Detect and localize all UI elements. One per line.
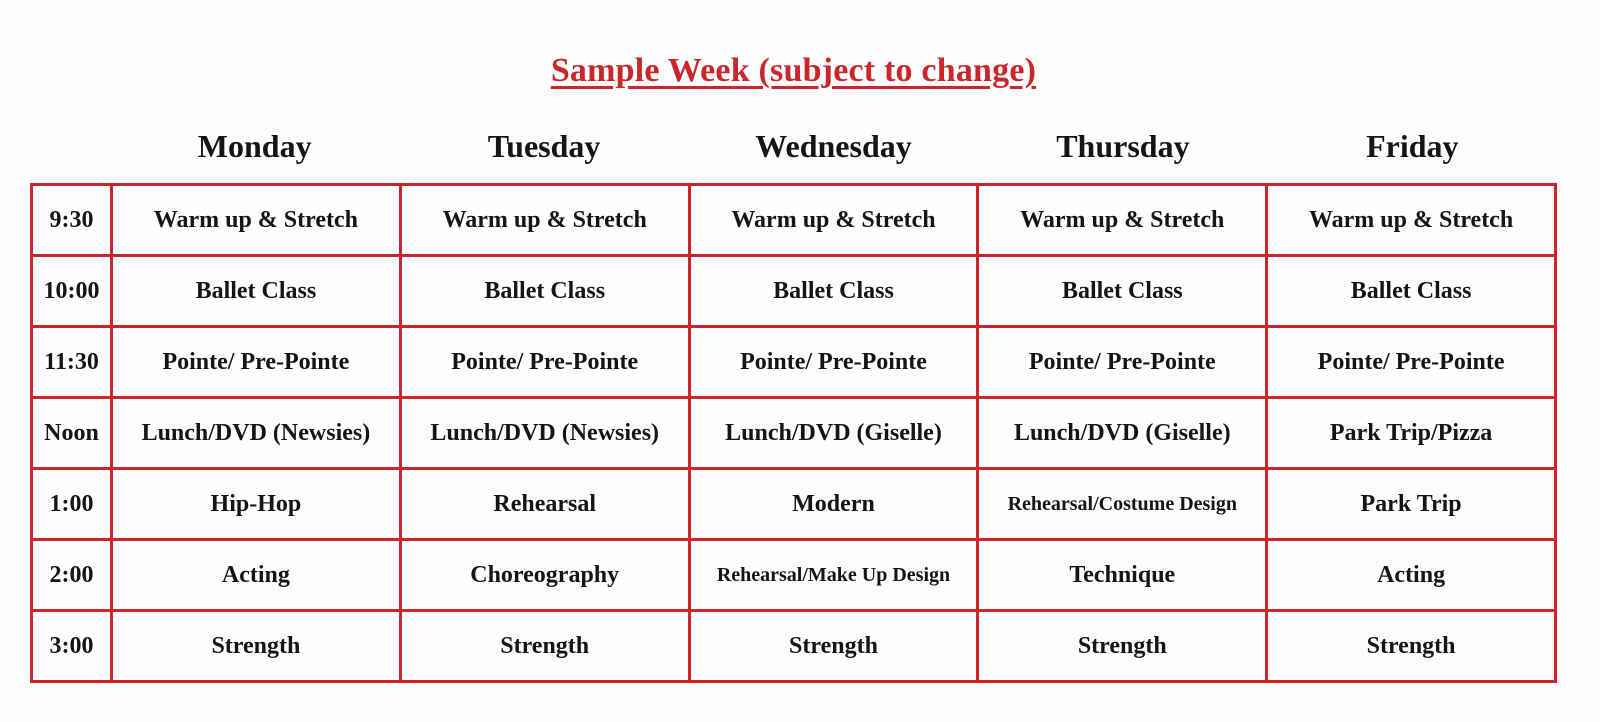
schedule-cell: Lunch/DVD (Newsies) — [402, 399, 691, 470]
schedule-cell: Lunch/DVD (Newsies) — [113, 399, 402, 470]
table-row — [33, 328, 1557, 399]
schedule-cell: Strength — [113, 612, 402, 683]
page-title: Sample Week (subject to change) — [550, 52, 1037, 89]
time-label: 2:00 — [33, 541, 113, 612]
table-row — [33, 399, 1557, 470]
schedule-cell: Acting — [1268, 541, 1557, 612]
day-header-tuesday: Tuesday — [487, 128, 601, 164]
schedule-cell: Ballet Class — [691, 257, 980, 328]
time-label: 9:30 — [33, 186, 113, 257]
day-header-thursday: Thursday — [1056, 128, 1190, 164]
time-column-spacer — [30, 126, 110, 166]
time-label: 3:00 — [33, 612, 113, 683]
schedule-cell: Modern — [691, 470, 980, 541]
day-header-monday: Monday — [197, 128, 312, 164]
schedule-cell: Rehearsal — [402, 470, 691, 541]
schedule-cell: Lunch/DVD (Giselle) — [979, 399, 1268, 470]
schedule-page — [30, 0, 1557, 683]
schedule-cell: Park Trip — [1268, 470, 1557, 541]
schedule-cell: Warm up & Stretch — [402, 186, 691, 257]
time-label: Noon — [33, 399, 113, 470]
schedule-cell: Warm up & Stretch — [1268, 186, 1557, 257]
day-header-wednesday: Wednesday — [755, 128, 912, 164]
table-row — [33, 541, 1557, 612]
schedule-cell: Ballet Class — [113, 257, 402, 328]
time-label: 1:00 — [33, 470, 113, 541]
table-row — [33, 470, 1557, 541]
day-header-row — [30, 126, 1557, 166]
schedule-cell: Acting — [113, 541, 402, 612]
schedule-cell: Warm up & Stretch — [979, 186, 1268, 257]
table-row — [33, 257, 1557, 328]
schedule-cell: Warm up & Stretch — [113, 186, 402, 257]
schedule-cell: Pointe/ Pre-Pointe — [691, 328, 980, 399]
day-header-friday: Friday — [1366, 128, 1459, 164]
table-row — [33, 186, 1557, 257]
time-label: 10:00 — [33, 257, 113, 328]
schedule-cell: Warm up & Stretch — [691, 186, 980, 257]
schedule-cell: Choreography — [402, 541, 691, 612]
schedule-cell: Strength — [979, 612, 1268, 683]
table-row — [33, 612, 1557, 683]
schedule-cell: Pointe/ Pre-Pointe — [402, 328, 691, 399]
schedule-cell: Ballet Class — [1268, 257, 1557, 328]
schedule-cell: Pointe/ Pre-Pointe — [979, 328, 1268, 399]
schedule-cell: Pointe/ Pre-Pointe — [113, 328, 402, 399]
schedule-cell: Strength — [691, 612, 980, 683]
schedule-cell: Lunch/DVD (Giselle) — [691, 399, 980, 470]
schedule-cell: Strength — [1268, 612, 1557, 683]
schedule-cell: Rehearsal/Costume Design — [979, 470, 1268, 541]
schedule-cell: Ballet Class — [402, 257, 691, 328]
schedule-cell: Hip-Hop — [113, 470, 402, 541]
schedule-cell: Pointe/ Pre-Pointe — [1268, 328, 1557, 399]
schedule-cell: Technique — [979, 541, 1268, 612]
time-label: 11:30 — [33, 328, 113, 399]
schedule-table — [30, 183, 1557, 683]
schedule-cell: Park Trip/Pizza — [1268, 399, 1557, 470]
schedule-cell: Rehearsal/Make Up Design — [691, 541, 980, 612]
schedule-cell: Ballet Class — [979, 257, 1268, 328]
schedule-cell: Strength — [402, 612, 691, 683]
